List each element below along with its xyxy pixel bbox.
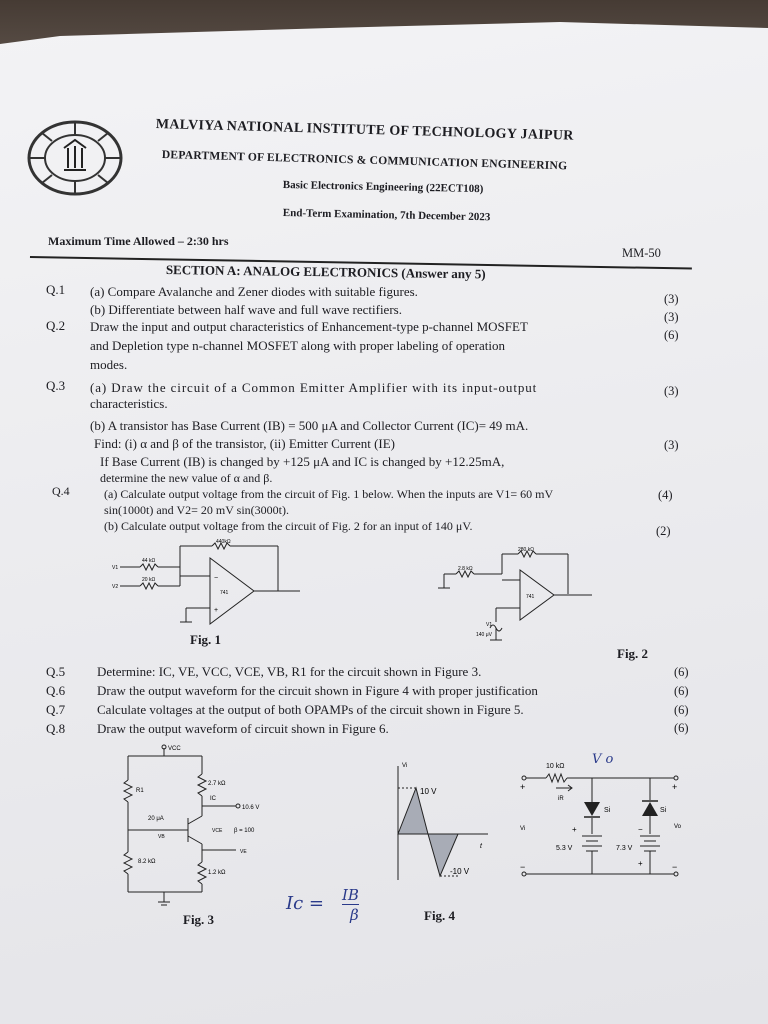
figure-4-triangular-waveform [390, 758, 500, 888]
fig3-r1-label: R1 [136, 788, 144, 794]
q3-part-a-line-1: (a) Draw the circuit of a Common Emitter Amplifier with its input-output [90, 380, 538, 395]
figure-3-bjt-bias-circuit [116, 742, 296, 912]
fig1-v1-label: V1 [112, 565, 119, 571]
max-marks: MM-50 [622, 246, 661, 260]
fig3-re-label: 1.2 kΩ [208, 870, 226, 876]
q6-number: Q.6 [46, 683, 66, 698]
q8-number: Q.8 [46, 721, 66, 736]
fig4-t-label: t [480, 843, 482, 850]
fig6-d2-label: Si [660, 807, 667, 814]
q8-text: Draw the output waveform of circuit shown in Figure 6. [97, 721, 389, 736]
fig2-ic-label: 741 [526, 594, 535, 600]
fig3-rc-label: 2.7 kΩ [208, 781, 226, 787]
svg-text:+: + [520, 782, 526, 792]
fig4-vi-label: Vi [402, 763, 408, 769]
exam-title: End-Term Examination, 7th December 2023 [282, 207, 491, 224]
q3-number: Q.3 [46, 378, 66, 393]
q4-a-marks: (4) [658, 488, 673, 502]
fig3-ib-label: 20 μA [148, 816, 164, 822]
fig6-vo-label: Vo [674, 824, 682, 830]
fig3-r2-label: 8.2 kΩ [138, 859, 156, 865]
q3-b-marks: (3) [664, 438, 679, 452]
q7-number: Q.7 [46, 702, 66, 717]
q2-line-1: Draw the input and output characteristics of Enhancement-type p-channel MOSFET [90, 319, 528, 334]
institute-logo-icon [24, 118, 126, 198]
figure-1-caption: Fig. 1 [190, 632, 222, 647]
q3-part-b-line-3: If Base Current (IB) is changed by +125 μA and IC is changed by +12.25mA, [100, 454, 505, 469]
fig6-d1-label: Si [604, 807, 611, 814]
course-title: Basic Electronics Engineering (22ECT108) [282, 179, 484, 196]
q4-number: Q.4 [52, 484, 70, 498]
institute-name: MALVIYA NATIONAL INSTITUTE OF TECHNOLOGY JAIPUR [155, 117, 574, 144]
q6-text: Draw the output waveform for the circuit shown in Figure 4 with proper justification [97, 683, 538, 698]
figure-2-noninverting-amplifier [428, 544, 608, 646]
svg-text:+: + [638, 859, 643, 868]
q1-a-marks: (3) [664, 292, 679, 306]
fig3-vc-label: 10.6 V [242, 805, 260, 811]
fig6-vi-label: Vi [520, 826, 526, 832]
fig6-resistor-label: 10 kΩ [546, 763, 565, 770]
q5-number: Q.5 [46, 664, 66, 679]
q3-part-b-line-4: determine the new value of α and β. [100, 471, 273, 485]
svg-text:+: + [214, 607, 219, 614]
figure-3-caption: Fig. 3 [183, 912, 215, 927]
svg-text:−: − [214, 575, 219, 582]
q1-part-a: (a) Compare Avalanche and Zener diodes with suitable figures. [90, 284, 418, 299]
fig3-ic-label: IC [210, 796, 216, 802]
svg-text:+: + [572, 825, 577, 834]
handwritten-formula-numerator: IB [342, 886, 359, 904]
fig4-vpos-label: 10 V [420, 787, 437, 796]
svg-text:−: − [520, 862, 526, 872]
q1-part-b: (b) Differentiate between half wave and full wave rectifiers. [90, 302, 402, 317]
svg-text:−: − [638, 825, 643, 834]
fig3-ve-label: VE [240, 849, 247, 855]
q3-part-b-line-2: Find: (i) α and β of the transistor, (ii) Emitter Current (IE) [94, 436, 395, 451]
q4-part-b: (b) Calculate output voltage from the circuit of Fig. 2 for an input of 140 μV. [104, 519, 473, 533]
fig6-battery1-label: 5.3 V [556, 845, 573, 852]
q2-number: Q.2 [46, 318, 66, 333]
q7-text: Calculate voltages at the output of both OPAMPs of the circuit shown in Figure 5. [97, 702, 524, 717]
fig6-battery2-label: 7.3 V [616, 845, 633, 852]
fig1-v2-label: V2 [112, 584, 119, 590]
fig1-r1-label: 44 kΩ [142, 558, 156, 564]
q2-line-2: and Depletion type n-channel MOSFET along with proper labeling of operation [90, 338, 505, 353]
fig4-vneg-label: -10 V [450, 867, 470, 876]
fig3-vb-label: VB [158, 834, 165, 840]
department-name: DEPARTMENT OF ELECTRONICS & COMMUNICATION ENGINEERING [161, 148, 568, 173]
fig2-vin-label: 140 μV [476, 632, 492, 638]
fig1-r2-label: 20 kΩ [142, 577, 156, 583]
svg-text:−: − [672, 862, 678, 872]
fig1-rf-label: 440kΩ [216, 539, 231, 545]
figure-6-diode-clipper [516, 758, 688, 884]
fig6-ir-label: iR [558, 796, 564, 802]
q3-a-marks: (3) [664, 384, 679, 398]
time-allowed: Maximum Time Allowed – 2:30 hrs [48, 234, 229, 248]
q4-part-a-line-2: sin(1000t) and V2= 20 mV sin(3000t). [104, 503, 289, 517]
figure-1-inverting-summer [110, 536, 320, 632]
fig1-ic-label: 741 [220, 590, 229, 596]
fig2-r1-label: 2.8 kΩ [458, 566, 473, 572]
q5-marks: (6) [674, 665, 689, 679]
fig2-v1-label: V1 [486, 622, 493, 628]
figure-4-caption: Fig. 4 [424, 908, 456, 923]
q6-marks: (6) [674, 684, 689, 698]
q7-marks: (6) [674, 703, 689, 717]
handwritten-formula-denominator: β [350, 906, 359, 924]
q4-b-marks: (2) [656, 524, 671, 538]
q1-b-marks: (3) [664, 310, 679, 324]
svg-text:+: + [672, 782, 678, 792]
fig2-rf-label: 280 kΩ [518, 547, 534, 553]
q3-part-b-line-1: (b) A transistor has Base Current (IB) = 500 μA and Collector Current (IC)= 49 mA. [90, 418, 529, 433]
section-title: SECTION A: ANALOG ELECTRONICS (Answer any 5) [165, 262, 486, 282]
q5-text: Determine: IC, VE, VCC, VCE, VB, R1 for the circuit shown in Figure 3. [97, 664, 482, 679]
handwritten-vo-note: V o [592, 752, 614, 767]
q2-line-3: modes. [90, 357, 128, 372]
fig3-vcc-label: VCC [168, 746, 181, 752]
q8-marks: (6) [674, 721, 689, 735]
figure-2-caption: Fig. 2 [617, 646, 649, 661]
q2-marks: (6) [664, 328, 679, 342]
fig3-beta-label: β = 100 [234, 828, 255, 834]
q4-part-a-line-1: (a) Calculate output voltage from the circuit of Fig. 1 below. When the inputs are V1= 60 mV [104, 487, 554, 501]
handwritten-formula-lhs: Ic = [286, 893, 324, 914]
q3-part-a-line-2: characteristics. [90, 396, 168, 411]
q1-number: Q.1 [46, 282, 66, 297]
fig3-vce-label: VCE [212, 828, 223, 834]
